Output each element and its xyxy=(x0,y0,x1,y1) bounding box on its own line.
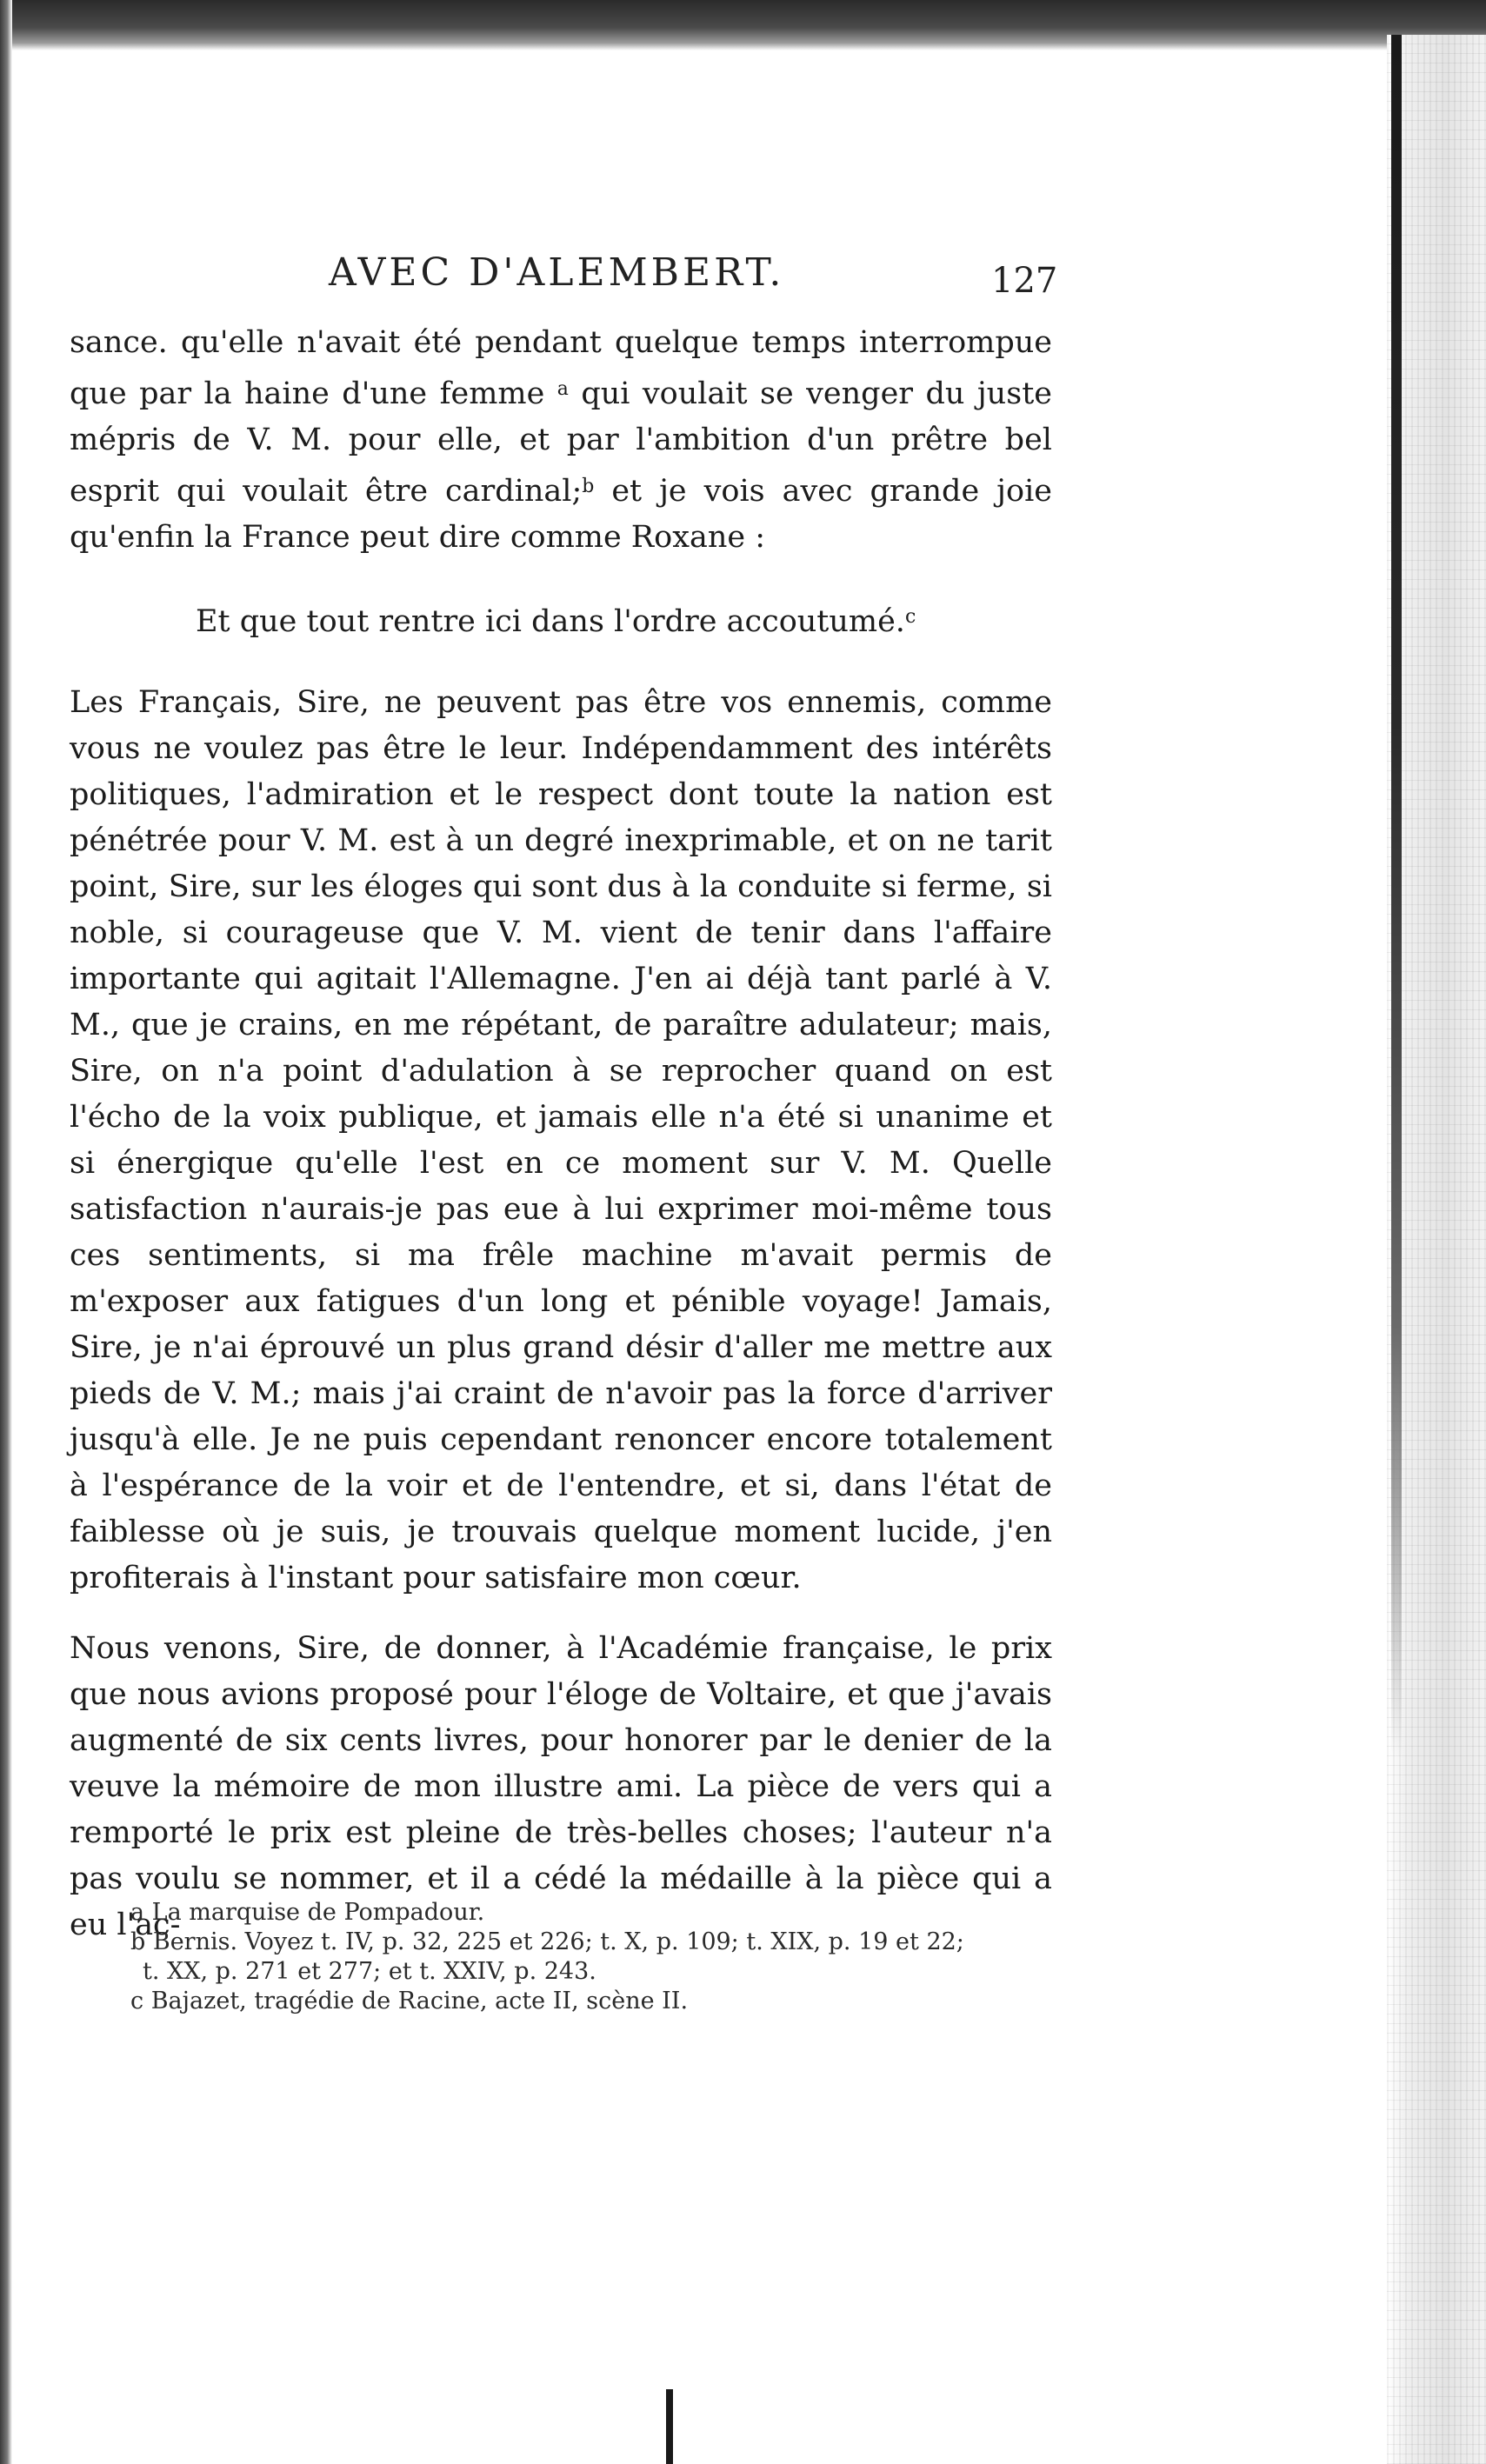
scan-right-gutter-shadow xyxy=(1391,35,1402,1756)
footnote-a: a La marquise de Pompadour. xyxy=(130,1899,485,1926)
scan-bottom-mark xyxy=(666,2389,673,2464)
paragraph-text: et je vois avec grande joie qu'enfin la France peut dire comme Roxane : xyxy=(70,474,1052,555)
footnote-c: c Bajazet, tragédie de Racine, acte II, scène II. xyxy=(130,1988,689,2014)
scan-left-border xyxy=(0,0,12,2464)
footnote-marker-a: a xyxy=(556,378,569,400)
scan-right-gutter xyxy=(1387,35,1486,2464)
running-title: AVEC D'ALEMBERT. xyxy=(329,250,785,295)
main-text xyxy=(70,320,1052,1948)
paragraph: Nous venons, Sire, de donner, à l'Académie française, le prix que nous avions proposé pour l'éloge de Voltaire, et que j'avais augmenté de six cents livres, pour honorer par le denier de la veuve la mémoire de mon illustre ami. La pièce de vers qui a remporté le prix est pleine de très-belles choses; l'auteur n'a pas voulu se nommer, et il a cédé la médaille à la pièce qui a eu l'ac- xyxy=(70,1631,1052,1942)
paragraph-text: sance. qu'elle n'avait été pendant quelque temps interrompue que par la haine d'une femme xyxy=(70,325,1052,411)
page-number: 127 xyxy=(991,261,1058,301)
footnotes xyxy=(130,1898,1052,2016)
verse-quotation xyxy=(196,594,1052,645)
verse-text: Et que tout rentre ici dans l'ordre accoutumé. xyxy=(196,604,905,639)
footnote-marker-b: b xyxy=(582,476,595,497)
paragraph-continued xyxy=(70,320,1052,561)
paragraph: Les Français, Sire, ne peuvent pas être vos ennemis, comme vous ne voulez pas être le leur. Indépendamment des intérêts politiques, l'admiration et le respect dont toute la nation est pénétrée pour V. M. est à un degré inexprimable, et on ne tarit point, Sire, sur les éloges qui sont dus à la conduite si ferme, si noble, si courageuse que V. M. vient de tenir dans l'affaire importante qui agitait l'Allemagne. J'en ai déjà tant parlé à V. M., que je crains, en me répétant, de paraître adulateur; mais, Sire, on n'a point d'adulation à se reprocher quand on est l'écho de la voix publique, et jamais elle n'a été si unanime et si énergique qu'elle l'est en ce moment sur V. M. Quelle satisfaction n'aurais-je pas eue à lui exprimer moi-même tous ces sentiments, si ma frêle machine m'avait permis de m'exposer aux fatigues d'un long et pénible voyage! Jamais, Sire, je n'ai éprouvé un plus grand désir d'aller me mettre aux pieds de V. M.; mais j'ai craint de n'avoir pas la force d'arriver jusqu'à elle. Je ne puis cependant renoncer encore totalement à l'espérance de la voir et de l'entendre, et si, dans l'état de faiblesse où je suis, je trouvais quelque moment lucide, j'en profiterais à l'instant pour satisfaire mon cœur. xyxy=(70,685,1052,1595)
paragraph-text: qui voulait se venger du juste mépris de V. M. pour elle, et par l'ambition d'un prêtre bel esprit qui voulait être cardinal; xyxy=(70,376,1052,509)
footnote-b: b Bernis. Voyez t. IV, p. 32, 225 et 226; t. X, p. 109; t. XIX, p. 19 et 22; xyxy=(130,1928,964,1955)
footnote-b-continued: t. XX, p. 271 et 277; et t. XXIV, p. 243. xyxy=(143,1958,596,1985)
scan-top-border xyxy=(0,0,1486,50)
footnote-marker-c: c xyxy=(904,606,916,628)
